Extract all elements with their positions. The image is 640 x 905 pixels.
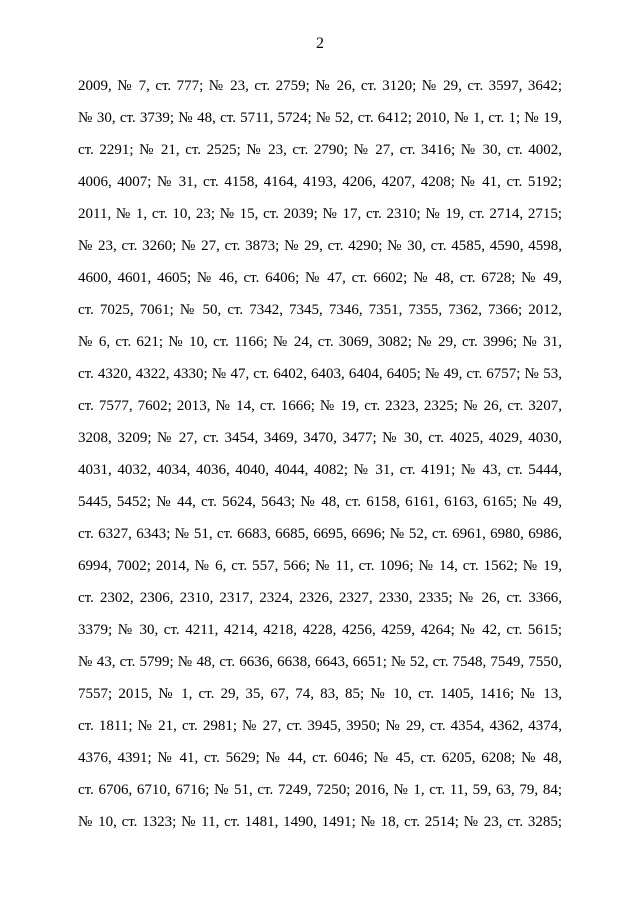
text-line: № 6, ст. 621; № 10, ст. 1166; № 24, ст. 3069, 3082; № 29, ст. 3996; № 31,	[78, 334, 562, 350]
text-line: ст. 6327, 6343; № 51, ст. 6683, 6685, 6695, 6696; № 52, ст. 6961, 6980, 6986,	[78, 526, 562, 542]
text-line: 4600, 4601, 4605; № 46, ст. 6406; № 47, ст. 6602; № 48, ст. 6728; № 49,	[78, 270, 562, 286]
text-line: ст. 4320, 4322, 4330; № 47, ст. 6402, 6403, 6404, 6405; № 49, ст. 6757; № 53,	[78, 366, 562, 382]
text-line: ст. 6706, 6710, 6716; № 51, ст. 7249, 7250; 2016, № 1, ст. 11, 59, 63, 79, 84;	[78, 782, 562, 798]
text-line: № 43, ст. 5799; № 48, ст. 6636, 6638, 6643, 6651; № 52, ст. 7548, 7549, 7550,	[78, 654, 562, 670]
text-line: ст. 2291; № 21, ст. 2525; № 23, ст. 2790; № 27, ст. 3416; № 30, ст. 4002,	[78, 142, 562, 158]
page-number: 2	[316, 35, 324, 52]
text-line: 2011, № 1, ст. 10, 23; № 15, ст. 2039; № 17, ст. 2310; № 19, ст. 2714, 2715;	[78, 206, 562, 222]
text-line: ст. 7025, 7061; № 50, ст. 7342, 7345, 7346, 7351, 7355, 7362, 7366; 2012,	[78, 302, 562, 318]
text-line: ст. 1811; № 21, ст. 2981; № 27, ст. 3945, 3950; № 29, ст. 4354, 4362, 4374,	[78, 718, 562, 734]
text-line: № 10, ст. 1323; № 11, ст. 1481, 1490, 1491; № 18, ст. 2514; № 23, ст. 3285;	[78, 814, 562, 830]
text-line: 7557; 2015, № 1, ст. 29, 35, 67, 74, 83, 85; № 10, ст. 1405, 1416; № 13,	[78, 686, 562, 702]
text-line: ст. 7577, 7602; 2013, № 14, ст. 1666; № 19, ст. 2323, 2325; № 26, ст. 3207,	[78, 398, 562, 414]
text-line: 4006, 4007; № 31, ст. 4158, 4164, 4193, 4206, 4207, 4208; № 41, ст. 5192;	[78, 174, 562, 190]
text-line: 3208, 3209; № 27, ст. 3454, 3469, 3470, 3477; № 30, ст. 4025, 4029, 4030,	[78, 430, 562, 446]
text-line: 3379; № 30, ст. 4211, 4214, 4218, 4228, 4256, 4259, 4264; № 42, ст. 5615;	[78, 622, 562, 638]
text-line: № 23, ст. 3260; № 27, ст. 3873; № 29, ст. 4290; № 30, ст. 4585, 4590, 4598,	[78, 238, 562, 254]
document-body	[78, 70, 562, 838]
text-line: 6994, 7002; 2014, № 6, ст. 557, 566; № 11, ст. 1096; № 14, ст. 1562; № 19,	[78, 558, 562, 574]
text-line: 4376, 4391; № 41, ст. 5629; № 44, ст. 6046; № 45, ст. 6205, 6208; № 48,	[78, 750, 562, 766]
text-line: 2009, № 7, ст. 777; № 23, ст. 2759; № 26, ст. 3120; № 29, ст. 3597, 3642;	[78, 78, 562, 94]
text-line: 5445, 5452; № 44, ст. 5624, 5643; № 48, ст. 6158, 6161, 6163, 6165; № 49,	[78, 494, 562, 510]
text-line: № 30, ст. 3739; № 48, ст. 5711, 5724; № 52, ст. 6412; 2010, № 1, ст. 1; № 19,	[78, 110, 562, 126]
text-line: 4031, 4032, 4034, 4036, 4040, 4044, 4082; № 31, ст. 4191; № 43, ст. 5444,	[78, 462, 562, 478]
text-line: ст. 2302, 2306, 2310, 2317, 2324, 2326, 2327, 2330, 2335; № 26, ст. 3366,	[78, 590, 562, 606]
